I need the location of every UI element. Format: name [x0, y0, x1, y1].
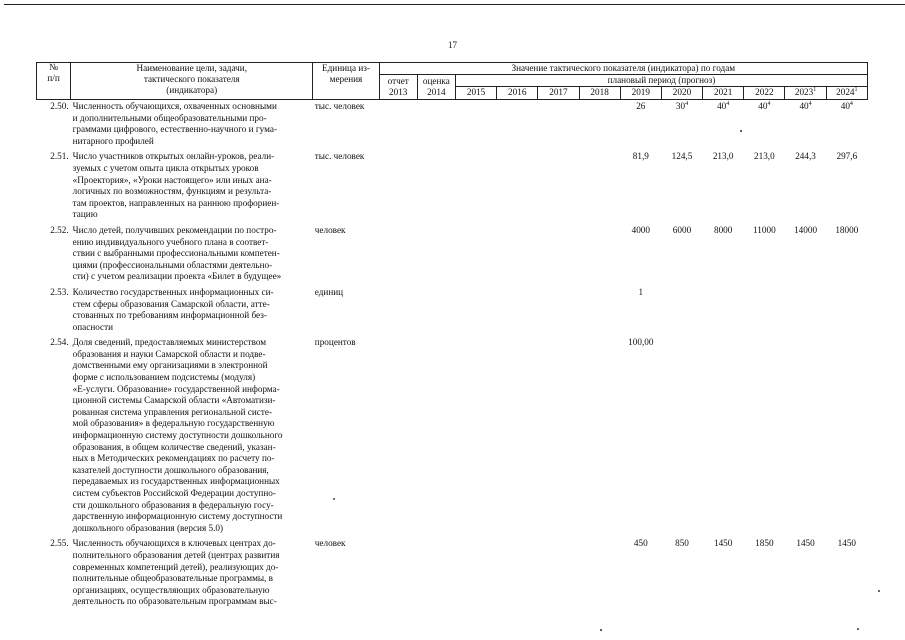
- indicator-name: Доля сведений, предоставляемых министерством образования и науки Самарской области и подве- домственными ему организациями в электронной форме с использованием подсистемы (модуля) «Е-услуги. Образование» государственной информа- ционной системы Самарской области «Автоматизи- рованная система управления региональной систе- мой образования» в федеральную государственную информационную систему доступности дошкольного образования, в общем количестве сведений, указан- ных в Методических рекомендациях по расчету по- казателей доступности дошкольного образования, передаваемых из государственных информационных систем субъектов Российской Федерации доступно- сти дошкольного образования в федеральную госу- дарственную информационную систему доступности дошкольного образования (версия 5.0): [72, 337, 283, 533]
- value-cell: [785, 100, 826, 151]
- value-cell: [826, 286, 867, 336]
- value-text: 26: [636, 101, 646, 111]
- indicator-name: Число участников открытых онлайн-уроков, реали- зуемых с учетом опыта цикла открытых уроков «Проектория», «Уроки настоящего» или иных ана- логичных по возможностям, функциям и результа- там проектов, направленных на раннюю профориен- тацию: [72, 151, 280, 220]
- table-body: [37, 100, 868, 611]
- value-cell: [538, 286, 579, 336]
- footnote-mark: 4: [767, 100, 771, 107]
- value-cell: [579, 100, 620, 151]
- value-text: 297,6: [836, 151, 858, 162]
- value-cell: [538, 100, 579, 151]
- value-text: 40: [717, 101, 727, 111]
- value-text: 14000: [794, 224, 818, 235]
- row-number: 2.55.: [50, 538, 69, 549]
- value-cell: [661, 100, 702, 151]
- value-text: 81,9: [632, 151, 649, 162]
- unit-of-measure: человек: [314, 224, 346, 235]
- value-text: 18000: [835, 224, 859, 235]
- value-text: 1450: [837, 538, 856, 549]
- value-cell: [497, 150, 538, 224]
- value-cell: [379, 286, 417, 336]
- top-border-line: [4, 4, 905, 5]
- value-text: 124,5: [671, 151, 693, 162]
- value-cell: [703, 150, 744, 224]
- value-cell: [579, 286, 620, 336]
- value-cell: [417, 336, 455, 537]
- scan-speck: [878, 590, 880, 592]
- value-cell: [379, 537, 417, 611]
- value-cell: [579, 224, 620, 286]
- value-cell: [661, 150, 702, 224]
- value-cell: [785, 336, 826, 537]
- row-number: 2.54.: [50, 337, 69, 348]
- row-number: 2.51.: [50, 151, 69, 162]
- unit-of-measure: тыс. человек: [314, 101, 365, 111]
- unit-of-measure: единиц: [314, 286, 344, 297]
- value-cell: [661, 286, 702, 336]
- header-values: Значение тактического показателя (индикатора) по годам: [379, 63, 867, 75]
- value-cell: [826, 224, 867, 286]
- value-cell: [703, 224, 744, 286]
- footnote-mark: 4: [726, 100, 730, 107]
- scan-speck: [740, 130, 742, 132]
- value-cell: [826, 100, 867, 151]
- header-year: 2017: [538, 87, 579, 100]
- value-cell: [497, 537, 538, 611]
- header-year: 2022: [744, 87, 785, 100]
- value-cell: [785, 537, 826, 611]
- header-year: 2018: [579, 87, 620, 100]
- row-number: 2.50.: [50, 101, 69, 111]
- value-text: 1450: [796, 538, 815, 549]
- value-cell: [620, 224, 661, 286]
- unit-of-measure: процентов: [314, 337, 356, 348]
- scan-speck: [857, 628, 859, 630]
- value-cell: [579, 150, 620, 224]
- value-text: 244,3: [795, 151, 816, 162]
- header-year-2014: 2014: [427, 87, 446, 97]
- value-text: 1850: [755, 538, 774, 549]
- value-cell: [455, 224, 496, 286]
- value-text: 11000: [753, 224, 776, 235]
- value-cell: [417, 150, 455, 224]
- page-number: 17: [448, 40, 457, 50]
- value-text: 450: [633, 538, 648, 549]
- table-row: [37, 100, 868, 151]
- value-cell: [538, 336, 579, 537]
- header-year: 2024$^1$: [826, 87, 867, 100]
- value-cell: [703, 286, 744, 336]
- value-text: 30: [675, 101, 686, 111]
- row-number: 2.53.: [50, 286, 69, 297]
- value-cell: [455, 286, 496, 336]
- value-cell: [703, 336, 744, 537]
- value-cell: [455, 336, 496, 537]
- value-cell: [620, 100, 661, 151]
- value-cell: [744, 336, 785, 537]
- value-cell: [744, 286, 785, 336]
- value-cell: [497, 286, 538, 336]
- value-cell: [455, 537, 496, 611]
- value-cell: [497, 224, 538, 286]
- value-text: 40: [840, 101, 850, 111]
- header-name: Наименование цели, задачи, тактического показателя (индикатора): [71, 63, 313, 100]
- table-row: [37, 224, 868, 286]
- value-text: 850: [675, 538, 689, 549]
- value-cell: [661, 336, 702, 537]
- value-cell: [744, 224, 785, 286]
- footnote-mark: 4: [808, 100, 812, 107]
- header-number: № п/п: [37, 63, 71, 100]
- value-cell: [455, 150, 496, 224]
- value-cell: [379, 150, 417, 224]
- value-cell: [497, 100, 538, 151]
- footnote-mark: 4: [849, 100, 853, 107]
- value-cell: [497, 336, 538, 537]
- table-row: [37, 336, 868, 537]
- value-cell: [785, 224, 826, 286]
- value-cell: [379, 224, 417, 286]
- value-cell: [379, 336, 417, 537]
- value-cell: [826, 336, 867, 537]
- row-number: 2.52.: [50, 224, 69, 235]
- indicators-table: [36, 62, 868, 611]
- value-cell: [744, 150, 785, 224]
- header-year: 2015: [455, 87, 496, 100]
- table-row: [37, 537, 868, 611]
- value-cell: [661, 537, 702, 611]
- header-plan: плановый период (прогноз): [455, 75, 867, 87]
- value-cell: [538, 150, 579, 224]
- value-cell: [785, 150, 826, 224]
- value-cell: [620, 336, 661, 537]
- indicator-name: Численность обучающихся, охваченных основными и дополнительными общеобразовательными про- граммами цифрового, естественно-научного и гума- нитарного профилей: [72, 101, 278, 146]
- value-cell: [826, 150, 867, 224]
- value-cell: [703, 537, 744, 611]
- value-cell: [417, 224, 455, 286]
- value-text: 1450: [713, 538, 733, 549]
- header-year: 2016: [497, 87, 538, 100]
- value-text: 40: [799, 101, 809, 111]
- value-cell: [417, 286, 455, 336]
- header-year: 2019: [620, 87, 661, 100]
- header-year: 2023$^1$: [785, 87, 826, 100]
- value-cell: [379, 100, 417, 151]
- header-report: [379, 75, 417, 100]
- value-cell: [620, 537, 661, 611]
- header-year: 2021: [703, 87, 744, 100]
- value-text: 213,0: [712, 151, 734, 162]
- value-cell: [744, 537, 785, 611]
- value-cell: [538, 224, 579, 286]
- value-cell: [703, 100, 744, 151]
- value-cell: [620, 150, 661, 224]
- header-year: 2020: [661, 87, 702, 100]
- indicator-name: Количество государственных информационных си- стем сферы образования Самарской области, атте- стованных по требованиям информационной без- опасности: [72, 286, 274, 332]
- value-cell: [620, 286, 661, 336]
- table-row: [37, 150, 868, 224]
- table-row: [37, 286, 868, 336]
- value-text: 1: [638, 286, 644, 297]
- header-estimate: [417, 75, 455, 100]
- value-text: 100,00: [628, 337, 654, 348]
- header-report-label: отчет: [387, 76, 409, 86]
- value-cell: [661, 224, 702, 286]
- unit-of-measure: тыс. человек: [314, 151, 365, 162]
- header-year-2013: 2013: [389, 87, 408, 97]
- value-cell: [579, 336, 620, 537]
- header-unit: Единица из- мерения: [313, 63, 379, 100]
- table-header: [37, 63, 868, 100]
- scan-speck: [333, 498, 335, 500]
- value-text: 8000: [713, 224, 733, 235]
- value-cell: [826, 537, 867, 611]
- header-estimate-label: оценка: [422, 76, 450, 86]
- footnote-mark: 4: [685, 100, 689, 107]
- value-cell: [417, 537, 455, 611]
- value-text: 213,0: [754, 151, 775, 162]
- value-cell: [455, 100, 496, 151]
- value-cell: [538, 537, 579, 611]
- indicator-name: Число детей, получивших рекомендации по постро- ению индивидуального учебного плана в соответ- ствии с выбранными профессиональными компетен- циями (профессиональными областями деятельно- сти) с учетом реализации проекта «Билет в будущее»: [72, 224, 282, 282]
- unit-of-measure: человек: [314, 538, 346, 549]
- scan-speck: [600, 629, 602, 631]
- indicator-name: Численность обучающихся в ключевых центрах до- полнительного образования детей (центрах развития современных компетенций детей), реализующих до- полнительные общеобразовательные программы, в организациях, осуществляющих образовательную деятельность по образовательным программам выс-: [72, 538, 280, 607]
- value-text: 4000: [631, 224, 650, 235]
- value-text: 6000: [672, 224, 692, 235]
- value-cell: [744, 100, 785, 151]
- value-cell: [579, 537, 620, 611]
- value-cell: [417, 100, 455, 151]
- value-cell: [785, 286, 826, 336]
- value-text: 40: [758, 101, 768, 111]
